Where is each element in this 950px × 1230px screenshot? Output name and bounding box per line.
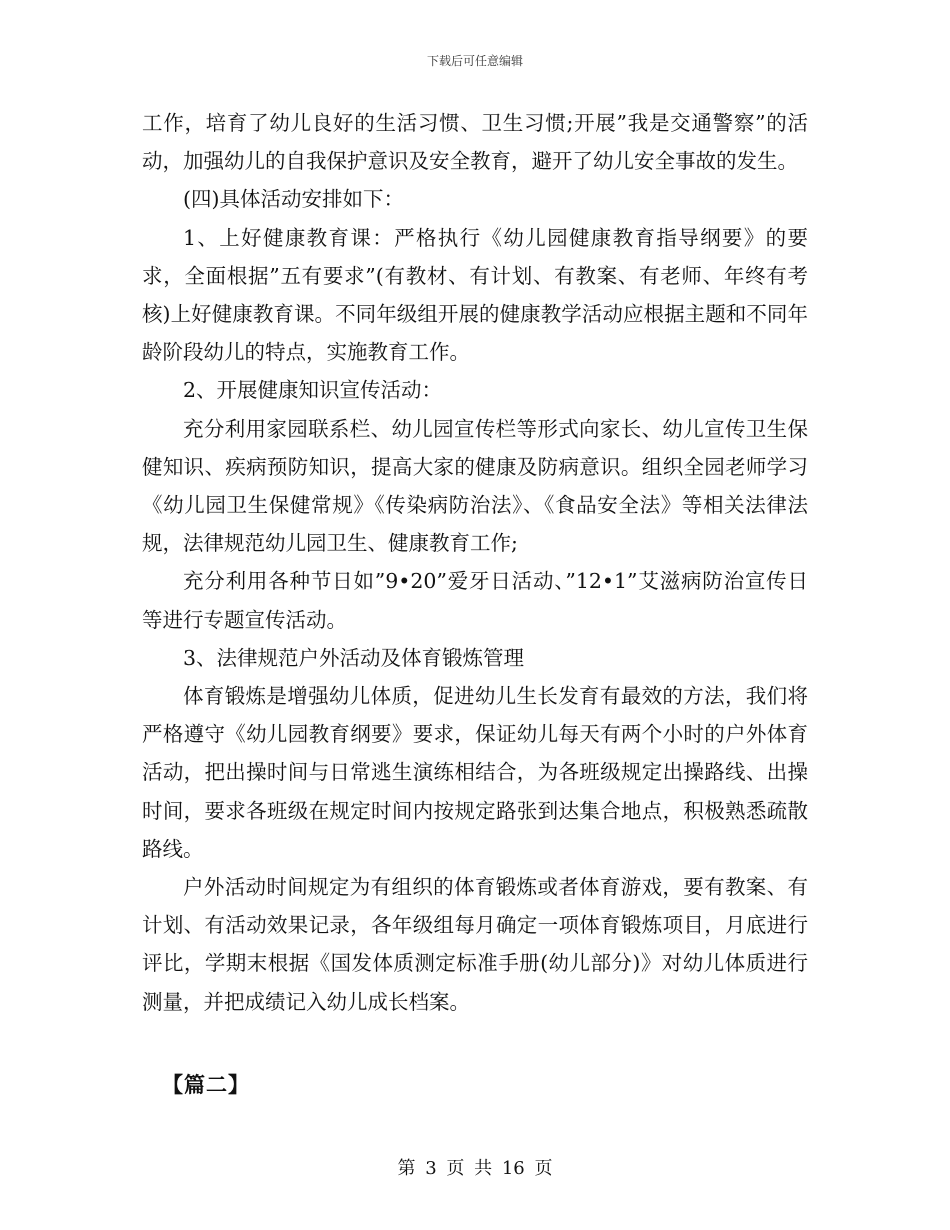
paragraph-health-class: 1、上好健康教育课：严格执行《幼儿园健康教育指导纲要》的要求，全面根据”五有要求”(有教材、有计划、有教案、有老师、年终有考核)上好健康教育课。不同年级组开展的健康教学活动应根据主题和不同年龄阶段幼儿的特点，实施教育工作。 [142,225,808,365]
paragraph-outdoor-time: 户外活动时间规定为有组织的体育锻炼或者体育游戏，要有教案、有计划、有活动效果记录，各年级组每月确定一项体育锻炼项目，月底进行评比，学期末根据《国发体质测定标准手册(幼儿部分)》对幼儿体质进行测量，并把成绩记入幼儿成长档案。 [142,875,808,1014]
paragraph-continuation: 工作，培育了幼儿良好的生活习惯、卫生习惯;开展”我是交通警察”的活动，加强幼儿的自我保护意识及安全教育，避开了幼儿安全事故的发生。 [142,111,808,174]
paragraph-exercise: 体育锻炼是增强幼儿体质，促进幼儿生长发育有最效的方法，我们将严格遵守《幼儿园教育纲要》要求，保证幼儿每天有两个小时的户外体育活动，把出操时间与日常逃生演练相结合，为各班级规定出操路线、出操时间，要求各班级在规定时间内按规定路张到达集合地点，积极熟悉疏散路线。 [142,684,808,861]
paragraph-subheading-publicity: 2、开展健康知识宣传活动： [183,378,443,403]
paragraph-subheading-activities: (四)具体活动安排如下： [183,187,404,212]
paragraph-subheading-outdoor: 3、法律规范户外活动及体育锻炼管理 [183,645,525,670]
page-header-note: 下载后可任意编辑 [426,54,523,68]
paragraph-publicity-detail: 充分利用家园联系栏、幼儿园宣传栏等形式向家长、幼儿宣传卫生保健知识、疾病预防知识，提高大家的健康及防病意识。组织全园老师学习《幼儿园卫生保健常规》《传染病防治法》、《食品安全法》等相关法律法规，法律规范幼儿园卫生、健康教育工作; [142,416,808,556]
section-heading: 【篇二】 [162,1072,250,1097]
document-body [142,104,808,1021]
page-number-footer: 第 3 页 共 16 页 [397,1158,553,1179]
paragraph-festival-publicity: 充分利用各种节日如”9•20”爱牙日活动、”12•1”艾滋病防治宣传日等进行专题宣传活动。 [142,569,808,632]
